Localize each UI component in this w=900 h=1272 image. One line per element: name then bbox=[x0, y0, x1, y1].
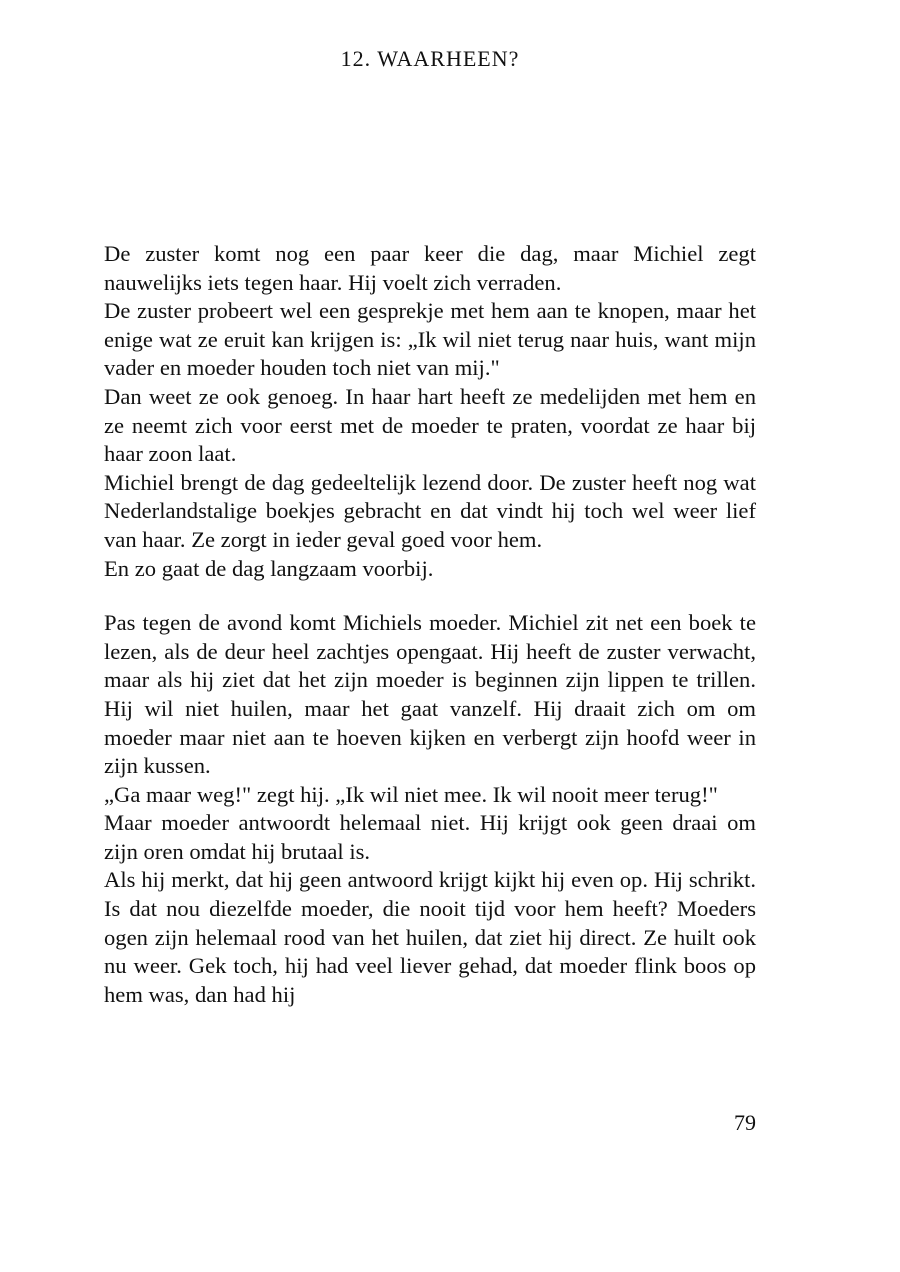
paragraph: De zuster probeert wel een gesprekje met hem aan te knopen, maar het enige wat ze eruit kan krijgen is: „Ik wil niet terug naar huis, want mijn vader en moeder houden toch niet van mij." bbox=[104, 298, 756, 381]
paragraph: Pas tegen de avond komt Michiels moeder. Michiel zit net een boek te lezen, als de deur heel zachtjes opengaat. Hij heeft de zuster verwacht, maar als hij ziet dat het zijn moeder is beginnen zijn lippen te trillen. Hij wil niet huilen, maar het gaat vanzelf. Hij draait zich om om moeder maar niet aan te hoeven kijken en verbergt zijn hoofd weer in zijn kussen. bbox=[104, 610, 756, 779]
paragraph: Maar moeder antwoordt helemaal niet. Hij krijgt ook geen draai om zijn oren omdat hij brutaal is. bbox=[104, 810, 756, 864]
paragraph: En zo gaat de dag langzaam voorbij. bbox=[104, 555, 434, 581]
paragraph: Als hij merkt, dat hij geen antwoord krijgt kijkt hij even op. Hij schrikt. Is dat nou diezelfde moeder, die nooit tijd voor hem heeft? Moeders ogen zijn helemaal rood van het huilen, dat ziet hij direct. Ze huilt ook nu weer. Gek toch, hij had veel liever gehad, dat moeder flink boos op hem was, dan had hij bbox=[104, 867, 756, 1007]
paragraph: Michiel brengt de dag gedeeltelijk lezend door. De zuster heeft nog wat Nederlandstalige boekjes gebracht en dat vindt hij toch wel weer lief van haar. Ze zorgt in ieder geval goed voor hem. bbox=[104, 469, 756, 552]
paragraph: De zuster komt nog een paar keer die dag, maar Michiel zegt nauwelijks iets tegen haar. Hij voelt zich verraden. bbox=[104, 241, 756, 295]
body-text bbox=[104, 240, 756, 1009]
paragraph: Dan weet ze ook genoeg. In haar hart heeft ze medelijden met hem en ze neemt zich voor eerst met de moeder te praten, voordat ze haar bij haar zoon laat. bbox=[104, 383, 756, 467]
chapter-title: 12. WAARHEEN? bbox=[340, 46, 520, 71]
section-break bbox=[104, 583, 756, 609]
page-number: 79 bbox=[734, 1110, 756, 1135]
paragraph: „Ga maar weg!" zegt hij. „Ik wil niet mee. Ik wil nooit meer terug!" bbox=[104, 781, 718, 807]
